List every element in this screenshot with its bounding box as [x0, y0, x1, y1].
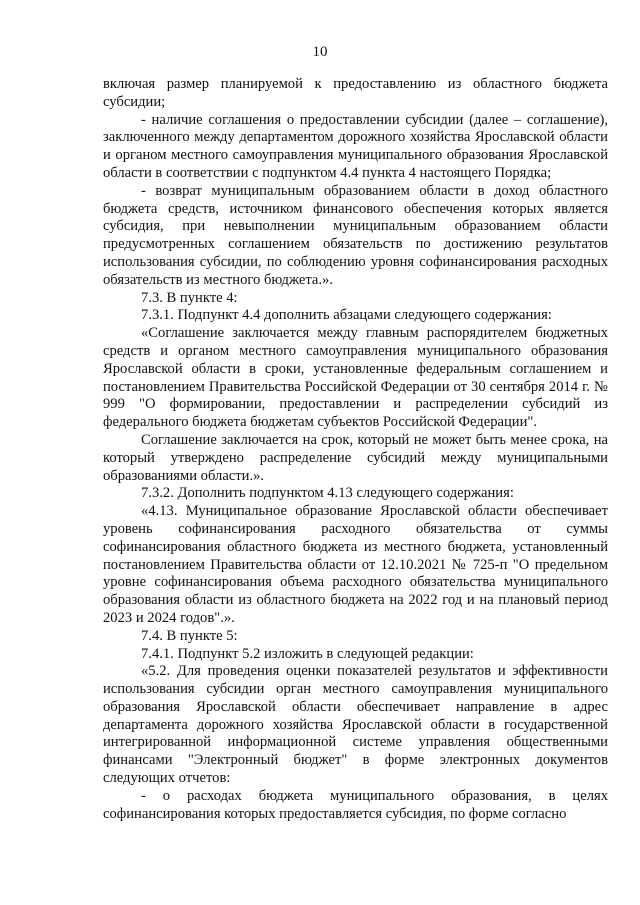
document-body	[103, 76, 608, 823]
paragraph-5-2: «5.2. Для проведения оценки показателей результатов и эффективности использования субсидии орган местного самоуправления муниципального образования Ярославской области обеспечивает направление в адрес департамента дорожного хозяйства Ярославской области в государственной интегрированной информационной системе управления общественными финансами "Электронный бюджет" в форме электронных документов следующих отчетов:	[103, 663, 608, 787]
paragraph-4-13: «4.13. Муниципальное образование Ярославской области обеспечивает уровень софинансирования расходного обязательства от суммы софинансирования областного бюджета из местного бюджета, установленный постановлением Правительства области от 12.10.2021 № 725-п "О предельном уровне софинансирования объема расходного обязательства муниципального образования области из областного бюджета на 2022 год и на плановый период 2023 и 2024 годов".».	[103, 503, 608, 626]
paragraph-subsidy-size: включая размер планируемой к предоставлению из областного бюджета субсидии;	[103, 76, 608, 110]
paragraph-agreement-terms: «Соглашение заключается между главным распорядителем бюджетных средств и органом местного самоуправления муниципального образования Ярославской области в сроки, установленные федеральным соглашением и постановлением Правительства Российской Федерации от 30 сентября 2014 г. № 999 "О формировании, предоставлении и распределении субсидий из федерального бюджета бюджетам субъектов Российской Федерации".	[103, 325, 608, 431]
paragraph-expenses-report: - о расходах бюджета муниципального образования, в целях софинансирования которых предоставляется субсидия, по форме согласно	[103, 787, 608, 822]
paragraph-7-3-1: 7.3.1. Подпункт 4.4 дополнить абзацами следующего содержания:	[141, 307, 552, 324]
paragraph-agreement-item: - наличие соглашения о предоставлении субсидии (далее – соглашение), заключенного между департаментом дорожного хозяйства Ярославской области и органом местного самоуправления муниципального образования Ярославской области в соответствии с подпунктом 4.4 пункта 4 настоящего Порядка;	[103, 111, 608, 181]
paragraph-7-3-heading: 7.3. В пункте 4:	[141, 289, 238, 306]
paragraph-7-4-heading: 7.4. В пункте 5:	[141, 627, 238, 644]
paragraph-refund-item: - возврат муниципальным образованием области в доход областного бюджета средств, источником финансового обеспечения которых является субсидия, при невыполнении муниципальным образованием области предусмотренных соглашением обязательств по достижению результатов использования субсидии, по соблюдению уровня софинансирования расходных обязательств из местного бюджета.».	[103, 182, 608, 288]
page-number: 10	[312, 44, 328, 60]
paragraph-agreement-duration: Соглашение заключается на срок, который не может быть менее срока, на который утверждено распределение субсидий между муниципальными образованиями области.».	[103, 431, 608, 484]
paragraph-7-3-2: 7.3.2. Дополнить подпунктом 4.13 следующего содержания:	[141, 485, 514, 502]
paragraph-7-4-1: 7.4.1. Подпункт 5.2 изложить в следующей редакции:	[141, 645, 474, 662]
